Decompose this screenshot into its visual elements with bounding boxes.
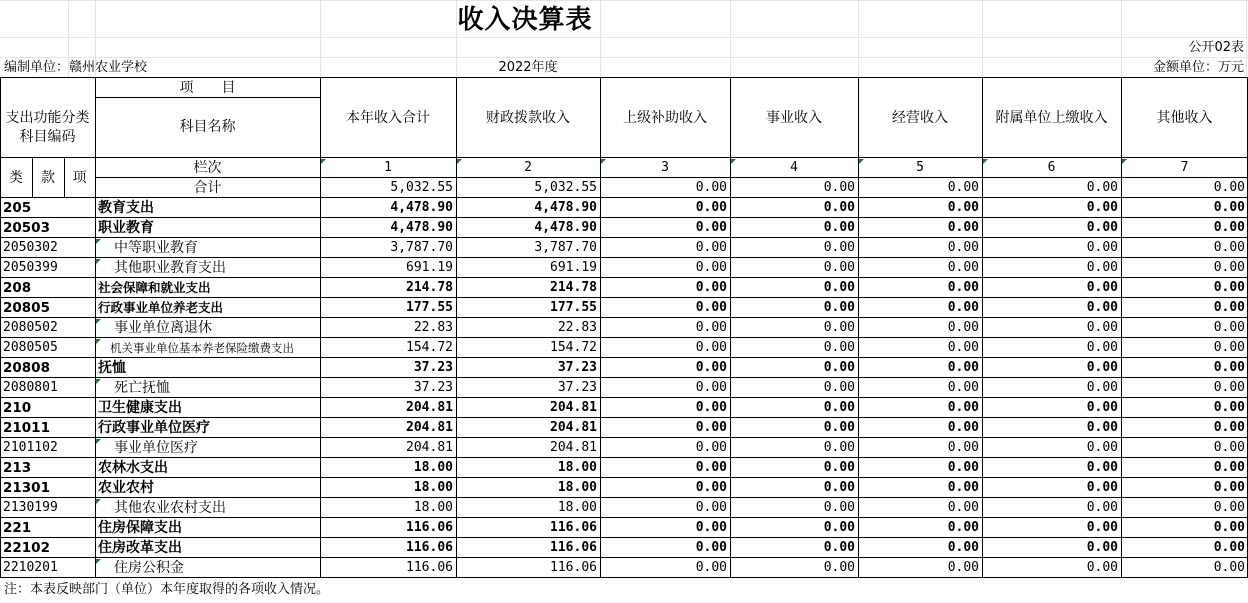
cell-value: 0.00 — [695, 500, 727, 515]
cell-value: 4,478.90 — [390, 220, 453, 235]
cell-value: 0.00 — [947, 520, 979, 535]
cell-value: 0.00 — [695, 480, 727, 495]
cell-value: 0.00 — [823, 420, 855, 435]
cell-value: 0.00 — [947, 560, 979, 575]
cell-marker — [96, 339, 101, 344]
cell-value: 204.81 — [406, 400, 453, 415]
subject-code: 2080502 — [3, 320, 58, 335]
cell-value: 0.00 — [823, 360, 855, 375]
cell-marker — [96, 239, 101, 244]
subject-name: 抚恤 — [98, 360, 126, 376]
cell-value: 0.00 — [695, 200, 727, 215]
cell-value: 0.00 — [695, 240, 727, 255]
subject-name-header: 科目名称 — [179, 119, 236, 135]
subject-name: 事业单位离退休 — [114, 320, 212, 336]
cell-value: 0.00 — [947, 400, 979, 415]
cell-value: 0.00 — [823, 320, 855, 335]
cell-value: 0.00 — [1213, 560, 1245, 575]
cell-value: 0.00 — [1213, 520, 1245, 535]
cell-value: 0.00 — [823, 200, 855, 215]
subject-name: 住房保障支出 — [98, 520, 182, 536]
cell-value: 0.00 — [1213, 220, 1245, 235]
cell-value: 0.00 — [823, 540, 855, 555]
cell-value: 18.00 — [557, 480, 597, 495]
column-header: 其他收入 — [1156, 110, 1213, 126]
cell-value: 0.00 — [1086, 240, 1118, 255]
cell-value: 0.00 — [695, 220, 727, 235]
total-label: 合计 — [193, 180, 222, 196]
cell-value: 22.83 — [413, 320, 453, 335]
cell-value: 0.00 — [947, 240, 979, 255]
lanci-number: 5 — [916, 160, 924, 175]
cell-value: 0.00 — [1086, 360, 1118, 375]
subject-name: 其他农业农村支出 — [114, 500, 226, 516]
cell-value: 37.23 — [413, 380, 453, 395]
total-value: 0.00 — [823, 180, 855, 195]
cell-value: 0.00 — [823, 440, 855, 455]
subject-code: 2080801 — [3, 380, 58, 395]
cell-value: 0.00 — [1086, 560, 1118, 575]
subject-code: 2050302 — [3, 240, 58, 255]
cell-value: 0.00 — [695, 380, 727, 395]
cell-value: 0.00 — [947, 300, 979, 315]
cell-value: 0.00 — [823, 240, 855, 255]
cell-value: 0.00 — [1213, 380, 1245, 395]
cell-value: 37.23 — [557, 380, 597, 395]
cell-value: 0.00 — [1086, 440, 1118, 455]
cell-value: 0.00 — [1086, 200, 1118, 215]
cell-value: 0.00 — [695, 300, 727, 315]
cell-value: 0.00 — [947, 260, 979, 275]
column-header: 财政拨款收入 — [486, 110, 570, 126]
cell-value: 37.23 — [557, 360, 597, 375]
cell-value: 0.00 — [947, 500, 979, 515]
cell-value: 0.00 — [1213, 320, 1245, 335]
lanci-number: 6 — [1047, 160, 1056, 175]
cell-value: 0.00 — [947, 540, 979, 555]
cell-value: 0.00 — [823, 260, 855, 275]
subject-name: 卫生健康支出 — [98, 400, 182, 416]
cell-value: 691.19 — [406, 260, 453, 275]
cell-marker — [96, 559, 101, 564]
cell-value: 177.55 — [406, 300, 453, 315]
cell-value: 0.00 — [1213, 300, 1245, 315]
subject-code: 2080505 — [3, 340, 58, 355]
cell-marker — [859, 159, 864, 164]
footnote: 注：本表反映部门（单位）本年度取得的各项收入情况。 — [4, 582, 330, 597]
subject-code: 22102 — [3, 540, 50, 556]
cell-marker — [731, 159, 736, 164]
cell-value: 0.00 — [1213, 200, 1245, 215]
cell-value: 0.00 — [1213, 280, 1245, 295]
subject-code: 20805 — [3, 300, 50, 316]
cell-value: 0.00 — [1086, 500, 1118, 515]
org-label: 编制单位：赣州农业学校 — [4, 60, 148, 75]
cell-value: 0.00 — [823, 220, 855, 235]
cell-value: 0.00 — [947, 320, 979, 335]
cell-value: 0.00 — [947, 420, 979, 435]
total-value: 0.00 — [1213, 180, 1245, 195]
func-class-header: 支出功能分类 — [5, 110, 90, 126]
subject-name: 住房改革支出 — [98, 540, 182, 556]
lanci-number: 7 — [1180, 160, 1189, 175]
cell-value: 0.00 — [1213, 480, 1245, 495]
cell-value: 0.00 — [1086, 480, 1118, 495]
cell-value: 0.00 — [695, 320, 727, 335]
cell-value: 0.00 — [823, 500, 855, 515]
cell-value: 4,478.90 — [534, 200, 597, 215]
cell-value: 0.00 — [695, 420, 727, 435]
cell-value: 0.00 — [1086, 220, 1118, 235]
cell-value: 0.00 — [695, 400, 727, 415]
column-header: 事业收入 — [766, 110, 822, 126]
cell-value: 0.00 — [1086, 420, 1118, 435]
subject-code: 21011 — [3, 420, 50, 436]
cell-value: 116.06 — [406, 540, 453, 555]
subject-code: 221 — [3, 520, 32, 536]
cell-marker — [96, 439, 101, 444]
subject-code: 205 — [3, 200, 32, 216]
subject-name: 社会保障和就业支出 — [98, 280, 211, 295]
cell-value: 0.00 — [823, 460, 855, 475]
cell-value: 0.00 — [1213, 240, 1245, 255]
subject-code: 20503 — [3, 220, 50, 236]
cell-value: 154.72 — [406, 340, 453, 355]
unit-label: 金额单位：万元 — [1152, 60, 1244, 75]
year-label: 2022年度 — [498, 60, 558, 75]
column-header: 本年收入合计 — [346, 110, 430, 126]
subject-name: 职业教育 — [98, 220, 154, 236]
subject-code: 2210201 — [3, 560, 58, 575]
cell-value: 0.00 — [1213, 360, 1245, 375]
subject-code: 208 — [3, 280, 32, 296]
subject-name: 机关事业单位基本养老保险缴费支出 — [110, 341, 294, 355]
cell-value: 0.00 — [823, 520, 855, 535]
cell-value: 0.00 — [1086, 280, 1118, 295]
xiang-header: 项 — [72, 170, 87, 186]
cell-marker — [321, 159, 326, 164]
total-value: 5,032.55 — [390, 180, 453, 195]
cell-value: 0.00 — [823, 380, 855, 395]
cell-value: 116.06 — [550, 540, 597, 555]
cell-value: 0.00 — [695, 340, 727, 355]
cell-value: 214.78 — [550, 280, 597, 295]
cell-value: 116.06 — [406, 520, 453, 535]
cell-value: 0.00 — [1086, 300, 1118, 315]
cell-value: 0.00 — [695, 360, 727, 375]
cell-value: 18.00 — [413, 500, 453, 515]
subject-code: 213 — [3, 460, 32, 476]
cell-marker — [96, 499, 101, 504]
cell-value: 0.00 — [695, 540, 727, 555]
total-value: 0.00 — [695, 180, 727, 195]
cell-value: 0.00 — [823, 300, 855, 315]
cell-value: 18.00 — [413, 460, 453, 475]
lanci-number: 1 — [384, 160, 392, 175]
subject-name: 住房公积金 — [114, 560, 184, 576]
cell-value: 0.00 — [1086, 400, 1118, 415]
subject-code: 2101102 — [3, 440, 58, 455]
cell-value: 0.00 — [1213, 500, 1245, 515]
subject-name: 行政事业单位医疗 — [98, 420, 210, 436]
cell-value: 154.72 — [550, 340, 597, 355]
cell-value: 0.00 — [1086, 260, 1118, 275]
cell-value: 0.00 — [947, 220, 979, 235]
subject-name: 其他职业教育支出 — [114, 260, 226, 276]
cell-value: 0.00 — [695, 460, 727, 475]
lanci-header: 栏次 — [193, 160, 222, 176]
cell-value: 0.00 — [1086, 320, 1118, 335]
cell-marker — [1122, 159, 1127, 164]
cell-value: 0.00 — [947, 460, 979, 475]
column-header: 上级补助收入 — [623, 110, 707, 126]
subject-name: 农林水支出 — [98, 460, 168, 476]
cell-value: 116.06 — [406, 560, 453, 575]
cell-value: 0.00 — [1213, 400, 1245, 415]
cell-value: 0.00 — [947, 200, 979, 215]
cell-value: 18.00 — [557, 500, 597, 515]
subject-name: 死亡抚恤 — [114, 380, 170, 396]
cell-value: 0.00 — [1086, 520, 1118, 535]
cell-marker — [96, 379, 101, 384]
cell-value: 0.00 — [1086, 460, 1118, 475]
column-header: 附属单位上缴收入 — [995, 110, 1108, 126]
lanci-number: 4 — [790, 160, 798, 175]
cell-value: 204.81 — [550, 440, 597, 455]
form-code: 公开02表 — [1188, 40, 1244, 55]
cell-value: 0.00 — [823, 280, 855, 295]
cell-value: 0.00 — [947, 360, 979, 375]
subject-name: 中等职业教育 — [114, 240, 198, 256]
cell-value: 0.00 — [1213, 440, 1245, 455]
lanci-number: 3 — [661, 160, 669, 175]
cell-value: 204.81 — [550, 400, 597, 415]
cell-value: 0.00 — [1213, 460, 1245, 475]
cell-marker — [96, 259, 101, 264]
cell-value: 0.00 — [1213, 420, 1245, 435]
item-header: 项 目 — [179, 80, 236, 96]
subject-code-header: 科目编码 — [19, 129, 76, 145]
kuan-header: 款 — [41, 170, 55, 186]
cell-value: 0.00 — [947, 340, 979, 355]
cell-value: 204.81 — [406, 440, 453, 455]
cell-value: 18.00 — [413, 480, 453, 495]
cell-value: 0.00 — [1213, 260, 1245, 275]
column-header: 经营收入 — [892, 110, 948, 126]
subject-name: 教育支出 — [98, 200, 154, 216]
cell-value: 0.00 — [1086, 540, 1118, 555]
total-value: 0.00 — [1086, 180, 1118, 195]
cell-marker — [983, 159, 988, 164]
cell-value: 3,787.70 — [534, 240, 597, 255]
cell-value: 0.00 — [695, 440, 727, 455]
cell-value: 22.83 — [557, 320, 597, 335]
cell-value: 0.00 — [823, 480, 855, 495]
subject-code: 20808 — [3, 360, 50, 376]
subject-name: 农业农村 — [98, 480, 154, 496]
cell-value: 0.00 — [695, 260, 727, 275]
lei-header: 类 — [9, 170, 23, 186]
cell-value: 116.06 — [550, 520, 597, 535]
subject-name: 行政事业单位养老支出 — [98, 300, 224, 315]
page-title: 收入决算表 — [457, 5, 593, 35]
cell-marker — [457, 159, 462, 164]
cell-value: 214.78 — [406, 280, 453, 295]
cell-value: 204.81 — [406, 420, 453, 435]
cell-value: 691.19 — [550, 260, 597, 275]
lanci-number: 2 — [524, 160, 532, 175]
cell-value: 3,787.70 — [390, 240, 453, 255]
cell-value: 0.00 — [695, 280, 727, 295]
cell-value: 4,478.90 — [390, 200, 453, 215]
cell-value: 0.00 — [1213, 540, 1245, 555]
cell-value: 18.00 — [557, 460, 597, 475]
cell-value: 0.00 — [1086, 380, 1118, 395]
cell-value: 0.00 — [1086, 340, 1118, 355]
total-value: 0.00 — [947, 180, 979, 195]
cell-marker — [601, 159, 606, 164]
cell-value: 204.81 — [550, 420, 597, 435]
cell-value: 0.00 — [947, 380, 979, 395]
cell-value: 0.00 — [947, 480, 979, 495]
cell-value: 0.00 — [947, 440, 979, 455]
cell-value: 0.00 — [695, 520, 727, 535]
cell-value: 0.00 — [823, 560, 855, 575]
cell-value: 0.00 — [947, 280, 979, 295]
subject-code: 21301 — [3, 480, 50, 496]
cell-value: 0.00 — [823, 400, 855, 415]
cell-value: 4,478.90 — [534, 220, 597, 235]
cell-value: 37.23 — [413, 360, 453, 375]
cell-value: 177.55 — [550, 300, 597, 315]
total-value: 5,032.55 — [534, 180, 597, 195]
subject-code: 210 — [3, 400, 32, 416]
cell-marker — [96, 319, 101, 324]
cell-value: 0.00 — [1213, 340, 1245, 355]
cell-value: 0.00 — [823, 340, 855, 355]
subject-code: 2130199 — [3, 500, 58, 515]
subject-name: 事业单位医疗 — [114, 440, 198, 456]
cell-value: 116.06 — [550, 560, 597, 575]
subject-code: 2050399 — [3, 260, 58, 275]
cell-value: 0.00 — [695, 560, 727, 575]
